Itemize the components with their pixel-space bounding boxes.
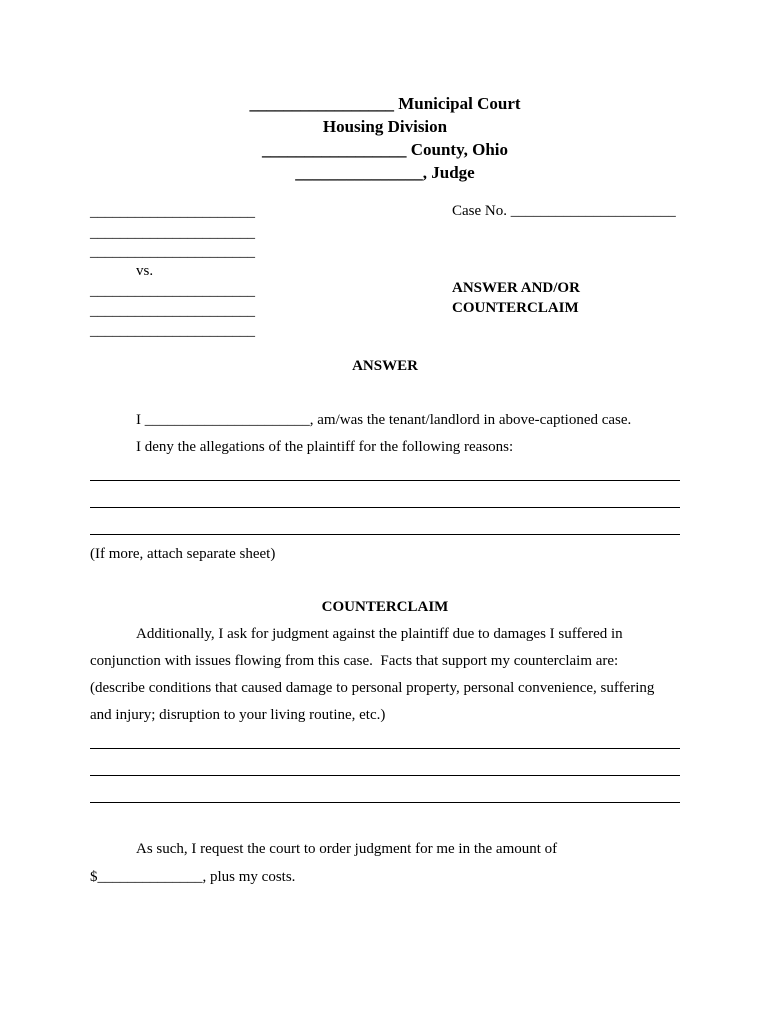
answer-deny-text: I deny the allegations of the plaintiff for the following reasons:: [136, 439, 514, 455]
answer-statement: I ______________________, am/was the tenant/landlord in above-captioned case.: [136, 412, 632, 428]
counterclaim-text: (describe conditions that caused damage to personal property, personal convenience, suffering: [90, 680, 655, 696]
county-line: _________________ County, Ohio: [261, 140, 509, 159]
reason-fill-line: [90, 480, 680, 481]
defendant-line: ______________________: [90, 283, 255, 299]
attach-sheet-note: (If more, attach separate sheet): [90, 546, 276, 562]
defendant-line: ______________________: [90, 323, 255, 339]
counterclaim-heading: COUNTERCLAIM: [321, 599, 449, 615]
vs-label: vs.: [136, 263, 154, 279]
plaintiff-line: ______________________: [90, 244, 255, 260]
judge-line: _______________, Judge: [295, 163, 475, 182]
counterclaim-text: and injury; disruption to your living routine, etc.): [90, 707, 386, 723]
counterclaim-text: Additionally, I ask for judgment against the plaintiff due to damages I suffered in: [136, 626, 623, 642]
plaintiff-line: ______________________: [90, 204, 255, 220]
judgment-request-text: As such, I request the court to order judgment for me in the amount of: [136, 841, 558, 857]
counterclaim-text: conjunction with issues flowing from this case. Facts that support my counterclaim are:: [90, 653, 619, 669]
counterclaim-fill-line: [90, 748, 680, 749]
case-number: Case No. ______________________: [452, 203, 676, 219]
counterclaim-fill-line: [90, 802, 680, 803]
plaintiff-line: ______________________: [90, 225, 255, 241]
housing-division-line: Housing Division: [322, 117, 448, 136]
reason-fill-line: [90, 507, 680, 508]
answer-heading: ANSWER: [352, 358, 418, 374]
counterclaim-fill-line: [90, 775, 680, 776]
defendant-line: ______________________: [90, 303, 255, 319]
document-title-line1: ANSWER AND/OR: [452, 280, 580, 296]
judgment-amount-line: $______________, plus my costs.: [90, 869, 296, 885]
court-name-line: _________________ Municipal Court: [249, 94, 521, 113]
reason-fill-line: [90, 534, 680, 535]
document-title-line2: COUNTERCLAIM: [452, 300, 579, 316]
